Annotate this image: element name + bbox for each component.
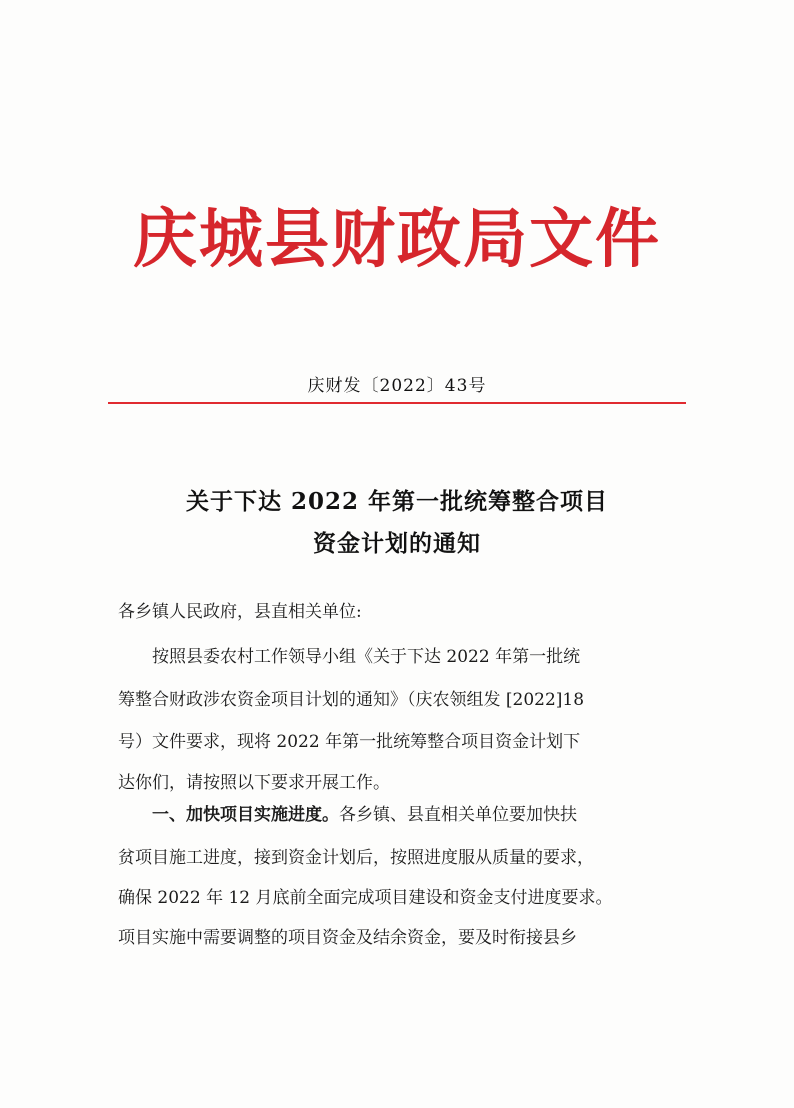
salutation: 各乡镇人民政府，县直相关单位: — [118, 602, 362, 622]
issuer-header: 庆城县财政局文件 — [133, 202, 661, 277]
section1-line-2: 贫项目施工进度，接到资金计划后，按照进度服从质量的要求， — [118, 848, 594, 868]
section1-line-3: 确保 2022 年 12 月底前全面完成项目建设和资金支付进度要求。 — [118, 888, 613, 908]
section1-line-4: 项目实施中需要调整的项目资金及结余资金，要及时衔接县乡 — [118, 928, 577, 948]
paragraph1-line-2: 筹整合财政涉农资金项目计划的通知》（庆农领组发 [2022]18 — [118, 690, 585, 710]
section1-first-line-text: 各乡镇、县直相关单位要加快扶 — [339, 805, 577, 825]
document-title-line-1: 关于下达 2022 年第一批统筹整合项目 — [185, 488, 609, 515]
document-title-line-2: 资金计划的通知 — [313, 530, 481, 557]
red-divider-line — [108, 402, 686, 404]
paragraph1-line-1: 按照县委农村工作领导小组《关于下达 2022 年第一批统 — [152, 647, 581, 667]
section1-first-line — [152, 795, 712, 835]
section1-heading: 一、加快项目实施进度。 — [152, 805, 339, 825]
document-number: 庆财发〔2022〕43号 — [307, 376, 487, 396]
paragraph1-line-4: 达你们，请按照以下要求开展工作。 — [118, 773, 390, 793]
paragraph1-line-3: 号）文件要求，现将 2022 年第一批统筹整合项目资金计划下 — [118, 732, 581, 752]
